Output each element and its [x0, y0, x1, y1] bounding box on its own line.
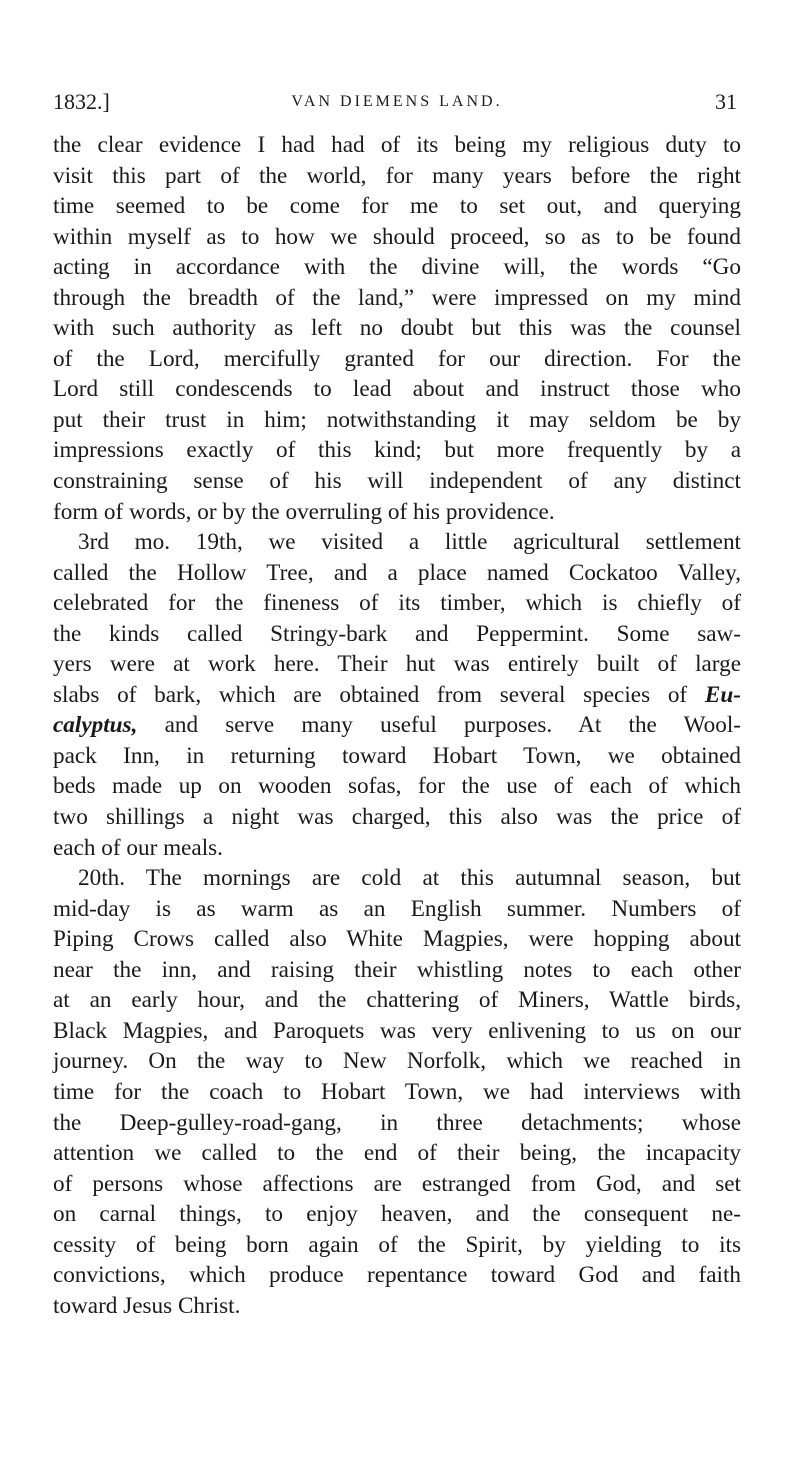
header-year: 1832.]: [53, 89, 110, 114]
line-segment: and serve many useful purposes. At the Wool-: [137, 712, 741, 739]
text-line: within myself as to how we should proceed, so as to be found: [53, 223, 741, 250]
text-line: form of words, or by the overruling of his providence.: [53, 498, 555, 525]
text-line: pack Inn, in returning toward Hobart Town, we obtained: [53, 742, 741, 769]
text-line: [53, 680, 741, 711]
text-line: two shillings a night was charged, this also was the price of: [53, 804, 741, 831]
text-line: [53, 710, 741, 741]
body-text: [53, 130, 741, 1321]
text-line: time seemed to be come for me to set out, and querying: [53, 193, 741, 220]
text-line: celebrated for the fineness of its timber, which is chiefly of: [53, 590, 741, 617]
italic-term: Eu-: [704, 681, 741, 708]
text-line: attention we called to the end of their being, the incapacity: [53, 1140, 741, 1167]
text-line: put their trust in him; notwithstanding it may seldom be by: [53, 406, 741, 433]
text-line: time for the coach to Hobart Town, we had interviews with: [53, 1078, 741, 1105]
text-line: with such authority as left no doubt but this was the counsel: [53, 315, 741, 342]
paragraph: [53, 527, 741, 863]
paragraph: [53, 863, 741, 1321]
running-header: [53, 86, 741, 118]
text-line: Black Magpies, and Paroquets was very enlivening to us on our: [53, 1017, 741, 1044]
text-line: journey. On the way to New Norfolk, which we reached in: [53, 1048, 741, 1075]
text-line: Piping Crows called also White Magpies, were hopping about: [53, 926, 741, 953]
text-line: the Deep-gulley-road-gang, in three detachments; whose: [53, 1109, 741, 1136]
italic-term: calyptus,: [53, 712, 138, 739]
line-segment: slabs of bark, which are obtained from several species of: [53, 681, 705, 708]
page-number: 31: [715, 89, 737, 114]
text-line: on carnal things, to enjoy heaven, and the consequent ne-: [53, 1201, 741, 1228]
text-line: through the breadth of the land,” were impressed on my mind: [53, 284, 741, 311]
text-line: the clear evidence I had had of its being my religious duty to: [53, 132, 741, 158]
running-title: VAN DIEMENS LAND.: [291, 93, 503, 110]
text-line: 3rd mo. 19th, we visited a little agricultural settlement: [78, 529, 741, 556]
book-page: [53, 86, 741, 1321]
text-line: of persons whose affections are estranged from God, and set: [53, 1170, 741, 1197]
paragraph: [53, 130, 741, 527]
text-line: impressions exactly of this kind; but more frequently by a: [53, 437, 741, 464]
text-line: called the Hollow Tree, and a place named Cockatoo Valley,: [53, 559, 741, 586]
text-line: near the inn, and raising their whistling notes to each other: [53, 956, 741, 983]
text-line: of the Lord, mercifully granted for our direction. For the: [53, 345, 741, 372]
text-line: visit this part of the world, for many years before the right: [53, 162, 741, 189]
text-line: beds made up on wooden sofas, for the use of each of which: [53, 773, 741, 800]
text-line: 20th. The mornings are cold at this autumnal season, but: [78, 865, 741, 892]
text-line: the kinds called Stringy-bark and Peppermint. Some saw-: [53, 620, 741, 647]
text-line: constraining sense of his will independent of any distinct: [53, 468, 741, 495]
text-line: yers were at work here. Their hut was entirely built of large: [53, 651, 741, 678]
text-line: at an early hour, and the chattering of Miners, Wattle birds,: [53, 987, 741, 1014]
text-line: Lord still condescends to lead about and instruct those who: [53, 376, 741, 403]
text-line: mid-day is as warm as an English summer. Numbers of: [53, 895, 741, 922]
text-line: convictions, which produce repentance toward God and faith: [53, 1262, 741, 1289]
text-line: acting in accordance with the divine will, the words “Go: [53, 254, 741, 281]
text-line: each of our meals.: [53, 834, 223, 861]
text-line: cessity of being born again of the Spirit, by yielding to its: [53, 1231, 741, 1258]
text-line: toward Jesus Christ.: [53, 1292, 241, 1319]
